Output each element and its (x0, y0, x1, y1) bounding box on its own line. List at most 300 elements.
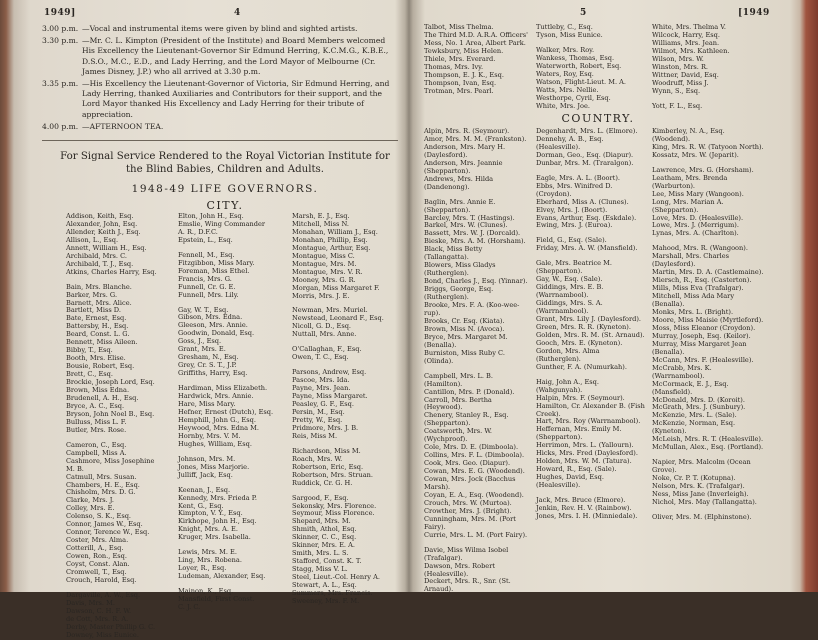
list-item: Addison, Keith, Esq. (66, 212, 134, 220)
list-item: Bartlett, Miss D. (66, 306, 121, 315)
list-item: Golden, Mrs. R. M. (St. Arnaud). (536, 330, 645, 339)
list-item: Jones, Mrs. I. H. (Minniedale). (536, 511, 638, 520)
right-page (420, 0, 786, 592)
list-item: Eberhard, Miss A. (Clunes). (536, 197, 629, 206)
list-item: Peasley, G. F., Esq. (292, 400, 354, 409)
list-item: Hardwick, Mrs. Annie. (178, 392, 254, 401)
city-continued-column-3 (652, 24, 764, 111)
list-item: McCormack, E. J., Esq. (Mansfield). (652, 379, 729, 396)
list-item: Anderson, Mrs. Mary H. (Daylesford). (424, 142, 506, 159)
list-item: Lewis, Mrs. M. E. (178, 548, 237, 557)
list-item: Francis, Mrs. G. (178, 274, 232, 283)
list-item: Haig, John A., Esq. (Wahgunyah). (536, 377, 599, 394)
list-item: Coster, Mrs. Alma. (66, 536, 129, 545)
list-item: Morris, Mrs. J. E. (292, 291, 350, 300)
list-item: Sekonsky, Mrs. Florence. (292, 501, 377, 510)
list-item: Brockie, Joseph Lord, Esq. (66, 378, 155, 387)
list-item: Degenhardt, Mrs. L. (Elmore). (536, 127, 638, 135)
list-item: Bieske, Mrs. A. M. (Horsham). (424, 237, 526, 246)
list-item: Mitchell, Miss N. (292, 219, 349, 228)
list-item: Montague, Miss C. (292, 251, 355, 260)
list-item: Jones, Miss Marjorie. (178, 462, 250, 471)
list-item: Westhorpe, Cyril, Esq. (536, 93, 611, 102)
list-item: Bennett, Miss Aileen. (66, 338, 138, 347)
list-item: Waterworth, Robert, Esq. (536, 61, 622, 70)
list-item: Bassett, Mrs. W. J. (Dorcald). (424, 229, 521, 238)
list-item: Kruger, Mrs. Isabella. (178, 533, 251, 542)
list-item: Thiele, Mrs. Everard. (424, 54, 496, 63)
program-text: —Vocal and instrumental items were given by blind and sighted artists. (82, 24, 358, 33)
list-item: Brown, Miss N. (Avoca). (424, 324, 505, 333)
left-page-number: 4 (234, 8, 241, 18)
section-title: 1948-49 LIFE GOVERNORS. (131, 183, 319, 195)
list-item: Hicks, Mrs. Fred (Daylesford). (536, 449, 638, 458)
program-item (42, 24, 400, 34)
country-column-1 (424, 128, 528, 594)
list-item: Bryson, John Noel B., Esq. (66, 409, 155, 418)
list-item: Dawson, Mrs. Robert (Healesville). (424, 561, 495, 578)
list-item: Goodwin, Donald, Esq. (178, 329, 255, 338)
divider-rule (42, 140, 398, 141)
list-item: Hardiman, Miss Elizabeth. (178, 384, 268, 393)
list-item: Reis, Miss M. (292, 431, 338, 440)
list-item: Foreman, Miss Ethel. (178, 266, 250, 275)
list-item: Cunningham, Mrs. M. (Port Fairy). (424, 514, 516, 531)
list-item: Nuttall, Mrs. Anne. (292, 330, 357, 339)
list-item: Napier, Mrs. Malcolm (Ocean Grove). (652, 458, 751, 475)
list-item: Blowers, Miss Gladys (Rutherglen). (424, 261, 496, 278)
list-item: Wilcock, Harry, Esq. (652, 30, 720, 39)
list-item: Beard, Const. L. G. (66, 330, 130, 339)
list-item: McLeish, Mrs. R. T. (Healesville). (652, 435, 764, 444)
list-item: Evans, Arthur, Esq. (Eskdale). (536, 213, 637, 222)
list-item: Cowan, Mrs. Jock (Bacchus Marsh). (424, 475, 516, 491)
list-item: Fennell, M., Esq. (178, 250, 235, 259)
list-item: Summers, Mrs. Francis. (292, 588, 373, 597)
list-item: The Third M.D. A.R.A. Officers' Mess, No. 1 Area, Albert Park. (424, 30, 528, 47)
country-column-3 (652, 128, 764, 522)
list-item: Elton, John H., Esq. (178, 212, 244, 220)
list-item: Cotterill, A., Esq. (66, 544, 124, 553)
list-item: Ling, Mrs. Robena. (178, 556, 242, 565)
list-item: Kossatz, Mrs. W. (Jeparit). (652, 150, 739, 159)
list-item: Gibson, Mrs. Edna. (178, 313, 243, 322)
country-column-2 (536, 128, 646, 521)
list-item: Loyer, R., Esq. (178, 564, 227, 573)
program-item (42, 36, 400, 77)
list-item: McKenzie, Norman, Esq. (Kyneton). (652, 419, 736, 436)
list-item: Booth, Mrs. Elise. (66, 354, 126, 363)
list-item: Leatham, Mrs. Brenda (Warburton). (652, 173, 728, 190)
list-item: Shepard, Mrs. M. (292, 517, 351, 526)
list-item: Brown, Miss Edna. (66, 386, 130, 395)
list-item: Grey, Cr. S. T., J.P. (178, 361, 237, 370)
left-page-year: 1949] (44, 8, 76, 18)
list-item: Watson, Flight-Lieut. M. A. (536, 77, 626, 86)
list-item: Ness, Miss Jane (Inverleigh). (652, 489, 749, 498)
list-item: Monks, Mrs. L. (Bright). (652, 308, 734, 317)
list-item: McMullan, Alex., Esq. (Portland). (652, 443, 764, 452)
list-item: Friday, Mrs. A. W. (Mansfield). (536, 244, 638, 253)
list-item: Hemphill, John G., Esq. (178, 415, 256, 424)
list-item: Currie, Mrs. L. M. (Port Fairy). (424, 530, 528, 539)
list-item: Barker, Mrs. G. (66, 290, 118, 299)
list-item: Gordon, Mrs. Alma (Rutherglen). (536, 346, 600, 363)
list-item: Stafford, Const. K. T. (292, 557, 362, 566)
list-item: Barnett, Mrs. Alice. (66, 298, 132, 307)
list-item: Mansfield, First Const. (178, 595, 255, 604)
list-item: Winston, Mrs. R. (652, 62, 708, 71)
list-item: Deckert, Mrs. R., Snr. (St. Arnaud). (424, 577, 511, 594)
list-item: Epstein, L., Esq. (178, 235, 233, 244)
list-item: Ludeman, Alexander, Esq. (178, 572, 266, 581)
program-time: 3.00 p.m. (42, 24, 79, 33)
list-item: Cashmore, Miss Josephine (66, 456, 155, 465)
list-item: Hamilton, Cr. Alexander B. (Fish Creek). (536, 401, 645, 418)
list-item: Parsons, Andrew, Esq. (292, 368, 367, 377)
list-item: King, Mrs. R. W. (Tatyoon North). (652, 142, 764, 151)
list-item: Hughes, David, Esq. (Healesville). (536, 473, 604, 490)
list-item: Field, G., Esq. (Sale). (536, 236, 607, 245)
list-item: Downey, Miss Eunice. (66, 630, 139, 639)
list-item: O'Callaghan, F., Esq. (292, 345, 362, 354)
list-item: Howard, R., Esq. (Sale). (536, 465, 617, 474)
list-item: Johnson, Mrs. M. (178, 454, 236, 463)
list-item: Richardson, Miss M. (292, 446, 361, 455)
list-item: Gleeson, Mrs. Annie. (178, 321, 248, 330)
list-item: Coyst, Const. Alan. (66, 560, 130, 569)
list-item: Eagle, Mrs. A. L. (Boort). (536, 173, 620, 182)
list-item: Archibald, T. J., Esq. (66, 259, 134, 268)
list-item: Brett, C., Esq. (66, 370, 114, 379)
list-item: Kirkhope, John H., Esq. (178, 517, 257, 526)
list-item: Martin, Mrs. D. A. (Castlemaine). (652, 268, 764, 277)
list-item: Allender, Keith J., Esq. (66, 227, 141, 236)
list-item: Kimpton, V. Y., Esq. (178, 509, 243, 518)
list-item: Heffernan, Mrs. Emily M. (Shepparton). (536, 425, 622, 442)
list-item: Owen, T. C., Esq. (292, 353, 349, 362)
list-item: Skinner, C. C., Esq. (292, 533, 357, 542)
list-item: Sweeney, Mrs. F. M. (292, 596, 360, 605)
list-item: Brooke, Mrs. F. A. (Koo-wee-rup). (424, 301, 520, 317)
list-item: Alexander, John, Esq. (66, 219, 138, 228)
program-text: —AFTERNOON TEA. (82, 121, 164, 131)
list-item: Coatsworth, Mrs. W. (Wychproof). (424, 427, 493, 444)
list-item: Andrews, Mrs. Hilda (Dandenong). (424, 174, 494, 191)
list-item: Funnell, Cr. G. E. (178, 282, 236, 291)
list-item: Jenkin, Rev. H. V. (Rainbow). (536, 503, 632, 512)
list-item: Grant, Mrs. Lily J. (Daylesford). (536, 315, 642, 324)
list-item: Dorman, Geo., Esq. (Diapur). (536, 150, 634, 159)
list-item: Moss, Miss Eleanor (Croydon). (652, 323, 756, 332)
left-page (36, 0, 398, 639)
list-item: Bousie, Robert, Esq. (66, 362, 135, 371)
list-item: Gay, W. T., Esq. (178, 305, 229, 314)
right-page-number: 5 (580, 8, 587, 18)
list-item: Wilson, Mrs. W. (652, 54, 704, 63)
program-item (42, 122, 400, 132)
list-item: Baglin, Mrs. Annie E. (Shepparton). (424, 197, 496, 214)
list-item: Chisholm, Mrs. D. G. (66, 488, 136, 497)
list-item: Holden, Mrs. W. M. (Tatura). (536, 457, 632, 466)
list-item: Mills, Miss Eva (Trafalgar). (652, 284, 744, 293)
list-item: Kennedy, Mrs. Frieda P. (178, 493, 257, 502)
list-item: Cook, Mrs. Geo. (Diapur). (424, 459, 511, 468)
program-list (42, 24, 400, 134)
list-item: Colley, Mrs. E. (66, 504, 115, 513)
list-item: Carroll, Mrs. Bertha (Heywood). (424, 395, 492, 412)
list-item: Dunbar, Mrs. M. (Traralgon). (536, 158, 634, 167)
list-item: Lowe, Mrs. J. (Merrigum). (652, 221, 739, 230)
list-item: Waters, Roy, Esq. (536, 69, 594, 78)
list-item: Goss, J., Esq. (178, 337, 222, 346)
list-item: Heywood, Mrs. Edna M. (178, 423, 260, 432)
list-item: Gresham, N., Esq. (178, 353, 239, 362)
list-item: Monahan, William J., Esq. (292, 227, 378, 236)
list-item: Bond, Charles J., Esq. (Yinnar). (424, 277, 528, 286)
list-item: Kent, G., Esq. (178, 501, 224, 510)
list-item: Noke, Cr. P. T. (Kotupna). (652, 474, 736, 483)
list-item: Newstead, Leonard F., Esq. (292, 314, 384, 323)
list-item: Dennehy, A. B., Esq. (Healesville). (536, 134, 604, 151)
list-item: Talbot, Miss Thelma. (424, 23, 494, 31)
list-item: Newman, Mrs. Muriel. (292, 306, 368, 315)
country-title: COUNTRY. (561, 112, 635, 125)
list-item: McCrabb, Mrs. K. (Warrnambool). (652, 363, 712, 380)
list-item: Clarke, Mrs. J. (66, 496, 115, 505)
subsection-title-city: CITY. (206, 199, 244, 212)
list-item: Murray, Joseph, Esq. (Keilor). (652, 331, 751, 340)
list-item: Atkins, Charles Harry, Esq. (66, 267, 157, 276)
list-item: Gale, Mrs. Beatrice M. (Shepparton). (536, 259, 613, 276)
list-item: Chenery, Stanley R., Esq. (Shepparton). (424, 411, 509, 428)
list-item: Roach, Mrs. W. (292, 454, 343, 463)
list-item: Keenan, J., Esq. (178, 485, 231, 494)
list-item: Persin, M., Esq. (292, 407, 345, 416)
list-item: Julliff, Jack, Esq. (178, 470, 233, 479)
program-text: —Mr. C. L. Kimpton (President of the Institute) and Board Members welcomed His Excellency the Lieutenant-Governor Sir Edmund Herring, K.C.M.G., K.B.E., D.S.O., M.C., E.D., and Lady Herring, and the Lord Mayor of Melbourne (Cr. James Disney, J.P.) who all arrived at 3.30 p.m. (82, 36, 389, 76)
list-item: Wittner, David, Esq. (652, 70, 719, 79)
list-item: Annett, William H., Esq. (66, 243, 147, 252)
list-item: Gay, W., Esq. (Sale). (536, 275, 603, 284)
list-item: Cowen, Ron., Esq. (66, 552, 127, 561)
list-item: Grant, Mrs. E. (178, 345, 226, 354)
program-text: —His Excellency the Lieutenant-Governor of Victoria, Sir Edmund Herring, and Lady Herring, thanked Auxiliaries and Contributors for their support, and the Lord Mayor thanked His Excellency and Lady Herring for their tribute of appreciation. (82, 79, 390, 119)
list-item: Bryce, A. C., Esq. (66, 401, 125, 410)
list-item: Marsh, E. J., Esq. (292, 212, 350, 220)
list-item: McCann, Mrs. F. (Healesville). (652, 355, 754, 364)
city-continued-column-2 (536, 24, 646, 111)
list-item: Barcley, Mrs. T. (Hastings). (424, 213, 515, 222)
list-item: Robertson, Mrs. Struan. (292, 470, 373, 479)
list-item: Herrimon, Mrs. L. (Yallourn). (536, 441, 634, 450)
list-item: Elvey, Mrs. J. (Boort). (536, 205, 608, 214)
list-item: Mitchell, Miss Ada Mary (Benalla). (652, 292, 735, 309)
list-item: Giddings, Mrs. E. B. (Warrnambool). (536, 283, 604, 300)
list-item: Thompson, E. J. K., Esq. (424, 70, 504, 79)
list-item: Cantillon, Mrs. P. (Donald). (424, 387, 515, 396)
list-item: Bain, Mrs. Blanche. (66, 282, 132, 291)
right-page-year: [1949 (738, 8, 770, 18)
list-item: Pretty, W., Esq. (292, 415, 343, 424)
list-item: Nicoll, G. D., Esq. (292, 322, 352, 331)
list-item: Steel, Lieut.-Col. Henry A. (292, 573, 380, 582)
list-item: Ewing, Mrs. J. (Euroa). (536, 221, 613, 230)
list-item: Payne, Miss Margaret. (292, 392, 368, 401)
list-item: Crouch, Harold, Esq. (66, 575, 137, 584)
list-item: Hornby, Mrs. V. M. (178, 431, 241, 440)
list-item: Davis, Mrs. M. (66, 598, 115, 607)
list-item: Brooks, Cr. Esq. (Kiata). (424, 316, 505, 325)
list-item: Payne, Mrs. Jean. (292, 384, 351, 393)
list-item: Stagg, Miss V. L. (292, 565, 348, 574)
list-item: Coyan, E. A., Esq. (Woodend). (424, 490, 524, 499)
list-item: Davie, Miss Wilma Isobel (Trafalgar). (424, 545, 509, 562)
list-item: Hefner, Ernest (Dutch), Esq. (178, 407, 274, 416)
list-item: Thompson, Ivan, Esq. (424, 78, 497, 87)
list-item: Anderson, Mrs. Jeannie (Shepparton). (424, 158, 503, 175)
list-item: McDonald, Mrs. D. (Koroit). (652, 395, 745, 404)
list-item: Kimberley, N. A., Esq. (Woodend). (652, 127, 725, 143)
list-item: Briggs, George, Esq. (Rutherglen). (424, 285, 494, 302)
list-item: Cowan, Mrs. E. G. (Woodend). (424, 467, 525, 476)
list-item: Cole, Mrs. D. E. (Dimboola). (424, 443, 519, 452)
list-item: Walker, Mrs. Roy. (536, 45, 595, 54)
list-item: Brudenell, A. H., Esq. (66, 393, 139, 402)
list-item: Skinner, Mrs. E. A. (292, 541, 355, 550)
list-item: Hughes, William, Esq. (178, 439, 252, 448)
list-item: White, Mrs. Joe. (536, 101, 590, 110)
list-item: Bate, Ernest, Esq. (66, 314, 127, 323)
list-item: Bryce, Mrs. Margaret M. (Benalla). (424, 332, 508, 349)
program-time: 4.00 p.m. (42, 121, 79, 131)
list-item: Archibald, Mrs. C. (66, 251, 128, 260)
list-item: Hart, Mrs. Roy (Warrnambool). (536, 417, 641, 426)
list-item: Derby, Master Phillip G. C. (66, 622, 156, 631)
list-item: Cromwell, T., Esq. (66, 567, 127, 576)
list-item: Tyson, Miss Eunice. (536, 30, 603, 39)
list-item: Nelson, Mrs. K. (Trafalgar). (652, 482, 745, 491)
list-item: Gunther, F. A. (Numurkah). (536, 362, 627, 371)
list-item: Burniston, Miss Ruby C. (Olinda). (424, 348, 505, 365)
list-item: Trotman, Mrs. Pearl. (424, 86, 494, 95)
list-item: Wilmot, Mrs. Kathleen. (652, 46, 730, 55)
list-item: Watts, Mrs. Nellie. (536, 85, 599, 94)
list-item: Funnell, Mrs. Lily. (178, 290, 239, 299)
list-item: de Cott, Mrs. R. A. (66, 614, 129, 623)
program-time: 3.35 p.m. (42, 79, 79, 89)
list-item: Marshall, Mrs. Charles (Daylesford). (652, 252, 730, 269)
list-item: Murray, Miss Margaret Jean (Benalla). (652, 339, 747, 356)
list-item: Collins, Mrs. F. L. (Dimboola). (424, 451, 525, 460)
city-column-2 (178, 213, 296, 612)
list-item: Campbell, Miss A. (66, 448, 127, 457)
city-continued-column-1 (424, 24, 528, 96)
list-item: McKenzie, Mrs. L. (Sale). (652, 411, 737, 420)
list-item: Ebbs, Mrs. Winifred D. (Croydon). (536, 181, 613, 198)
list-item: Tuttleby, C., Esq. (536, 23, 593, 31)
list-item: Battersby, H., Esq. (66, 322, 129, 331)
list-item: Hare, Miss Mary. (178, 400, 236, 409)
list-item: Mooney, Mrs. G. R. (292, 275, 356, 284)
list-item: Dawson, C. H. F. W. (66, 606, 132, 615)
list-item: Mainon, K., Esq. (178, 587, 234, 596)
list-item: Emslie, Wing Commander (178, 219, 266, 228)
list-item: Long, Mrs. Marian A. (Shepparton). (652, 197, 724, 214)
list-item: Cameron, C., Esq. (66, 440, 127, 449)
list-item: Knight, Mrs. A. E. (178, 525, 238, 534)
list-item: Chambers, H. E., Esq. (66, 480, 140, 489)
list-item: Williams, Mrs. Jean. (652, 38, 720, 47)
list-item: Amor, Mrs. M. M. (Frankston). (424, 134, 527, 143)
list-item: Pascoe, Mrs. Ida. (292, 376, 350, 385)
list-item: Smith, Mrs. L. S. (292, 549, 349, 558)
list-item: Miersch, R., Esq. (Casterton). (652, 276, 752, 285)
list-item: Colenso, S. K., Esq. (66, 512, 132, 521)
list-item: Barkel, Mrs. W. (Clunes). (424, 221, 508, 230)
list-item: White, Mrs. Thelma V. (652, 23, 726, 31)
list-item: Connor, Terence W., Esq. (66, 528, 150, 537)
list-item: Campbell, Mrs. L. B. (Hamilton). (424, 371, 493, 388)
program-item (42, 79, 400, 120)
list-item: Sargood, F., Esq. (292, 493, 349, 502)
list-item: Crowther, Mrs. J. (Bright). (424, 506, 512, 515)
list-item: Bibby, T., Esq. (66, 346, 113, 355)
list-item: Montague, Arthur, Esq. (292, 243, 371, 252)
list-item: McGrath, Mrs. J. (Sunbury). (652, 403, 746, 412)
list-item: Green, Mrs. R. R. (Kyneton). (536, 322, 631, 331)
list-item: Connor, James W., Esq. (66, 520, 143, 529)
list-item: Crouch, Mrs. W. (Murtoa). (424, 498, 512, 507)
list-item: Seymour, Miss Florence. (292, 509, 375, 518)
list-item: Fitzgibbon, Miss Mary. (178, 258, 255, 267)
list-item: Lynas, Mrs. A. (Charlton). (652, 229, 739, 238)
list-item: Butler, Mrs. Rose. (66, 425, 127, 434)
list-item: Love, Mrs. D. (Healesville). (652, 213, 744, 222)
list-item: Robertson, Eric, Esq. (292, 462, 364, 471)
list-item: Lawrence, Mrs. G. (Horsham). (652, 165, 754, 174)
city-column-1 (66, 213, 184, 640)
dedication: For Signal Service Rendered to the Royal Victorian Institute for the Blind Babies, Children and Adults. (60, 151, 390, 175)
list-item: M. B. (66, 464, 84, 473)
list-item: Griffiths, Harry, Esq. (178, 369, 248, 378)
list-item: Monahan, Phillip, Esq. (292, 235, 368, 244)
list-item: Woodruff, Miss J. (652, 78, 709, 87)
list-item: Nichol, Mrs. May (Tallangatta). (652, 497, 757, 506)
list-item: Lee, Miss Mary (Wangoon). (652, 189, 744, 198)
list-item: Alpin, Mrs. R. (Seymour). (424, 127, 510, 135)
list-item: Wynn, S., Esq. (652, 86, 701, 95)
list-item: Black, Miss Betty (Tallangatta). (424, 245, 483, 262)
list-item: A. R., D.F.C. (178, 227, 218, 236)
list-item: Catmull, Mrs. Susan. (66, 472, 137, 481)
list-item: Stewart, A. L., Esq. (292, 581, 357, 590)
city-column-3 (292, 213, 398, 606)
list-item: Gooch, Mrs. E. (Kyneton). (536, 338, 623, 347)
list-item: Ruddick, Cr. G. H. (292, 478, 353, 487)
list-item: Bulluss, Miss L. F. (66, 417, 127, 426)
list-item: Jack, Mrs. Bruce (Elmore). (536, 496, 626, 505)
list-item: Shmith, Athol, Esq. (292, 525, 357, 534)
list-item: Oliver, Mrs. M. (Elphinstone). (652, 512, 752, 521)
list-item: Yott, F. L., Esq. (652, 101, 703, 110)
list-item: Giddings, Mrs. S. A. (Warrnambool). (536, 299, 603, 316)
list-item: Montague, Mrs. V. R. (292, 267, 363, 276)
list-item: Pridmore, Mrs. J. B. (292, 423, 359, 432)
list-item: Montague, Mrs. M. (292, 259, 357, 268)
list-item: Halpin, Mrs. F. (Seymour). (536, 393, 625, 402)
list-item: Morgan, Miss Margaret F. (292, 283, 380, 292)
